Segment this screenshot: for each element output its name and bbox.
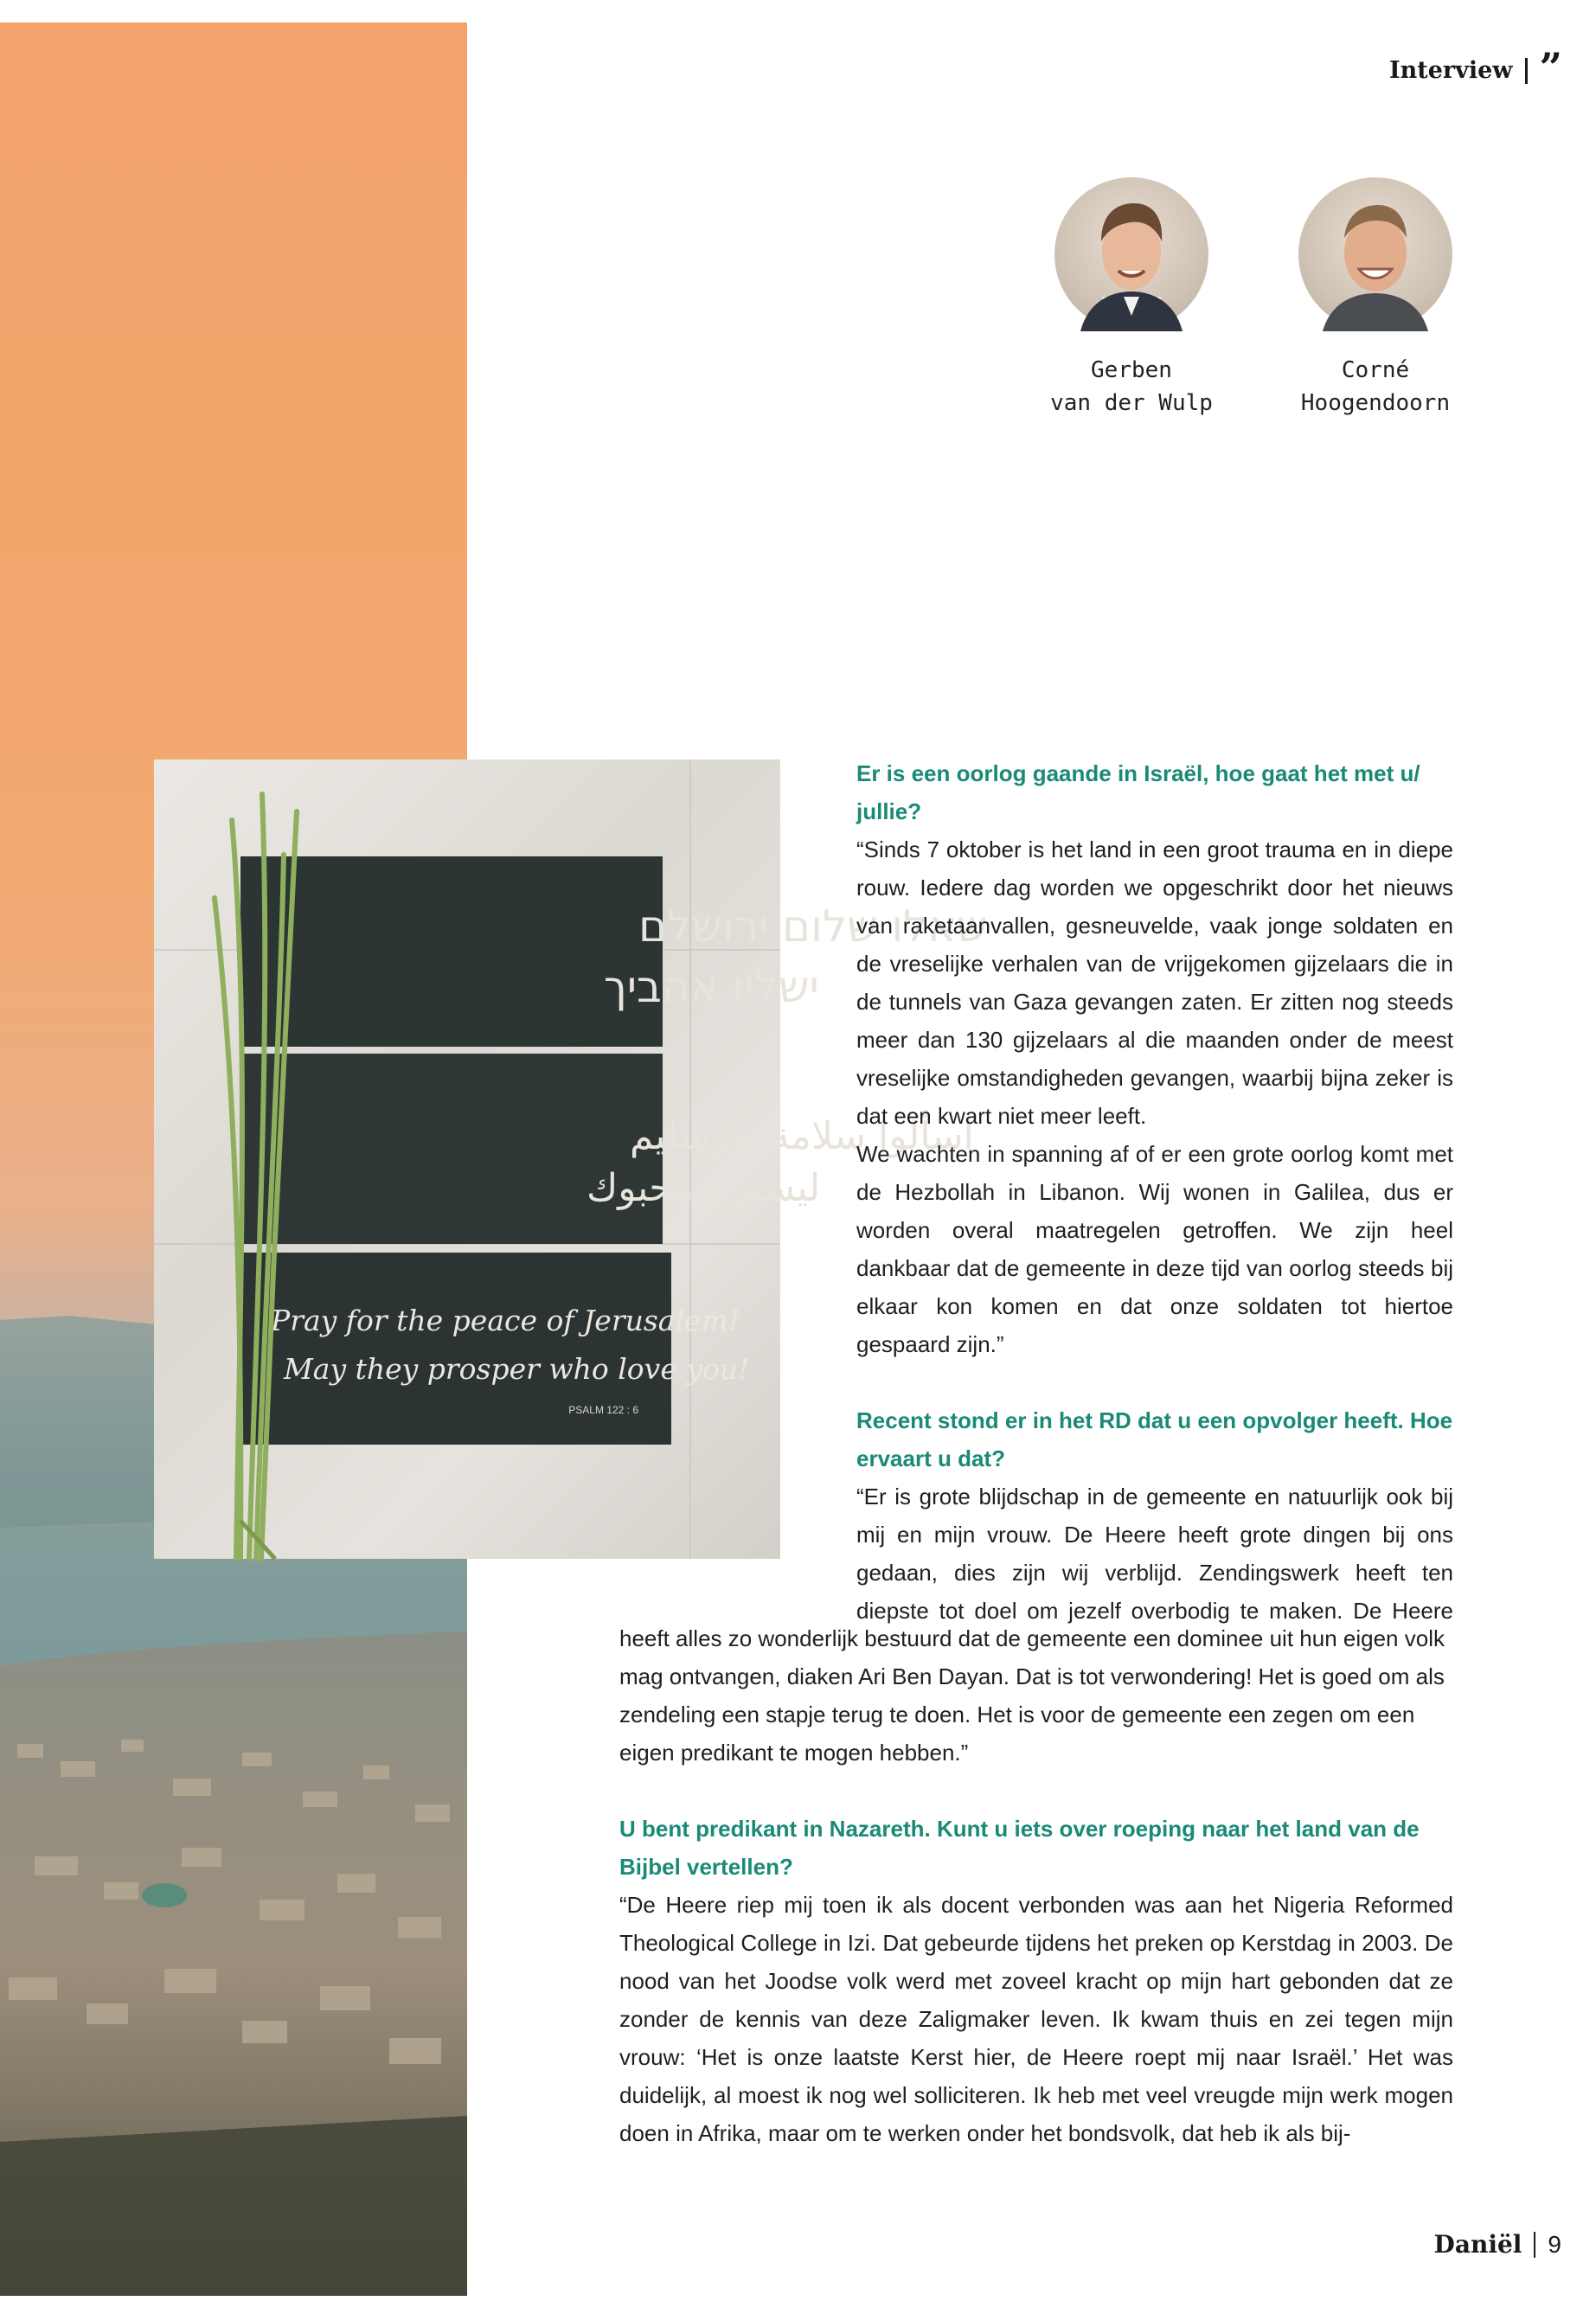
- plaque-arabic-1: اسألوا سلامة أورشليم: [630, 1114, 974, 1158]
- plaque-hebrew-2: ישליו אהביך: [604, 962, 819, 1012]
- answer-2-part-1: “Er is grote blijdschap in de gemeente en natuurlijk ook bij mij en mijn vrouw. De Heere heeft grote dingen bij ons gedaan, dies zijn wij verblijd. Zendingswerk heeft ten diepste tot doel om jezelf overbodig te maken. De Heere: [856, 1484, 1453, 1624]
- plaque-hebrew-1: שאלו שלום ירושלם: [638, 901, 988, 952]
- question-3: U bent predikant in Nazareth. Kunt u iets over roeping naar het land van de Bijbel vertellen?: [619, 1816, 1420, 1880]
- answer-1-paragraph-2: We wachten in spanning af of er een grote oorlog komt met de Hezbollah in Libanon. Wij wonen in Galilea, dus er worden overal maatregelen getroffen. We zijn heel dankbaar dat de gemeente in deze tijd van oorlog steeds bij elkaar kon komen en dat onze soldaten tot hiertoe gespaard zijn.”: [856, 1141, 1453, 1357]
- quote-icon: ”: [1539, 43, 1562, 91]
- person-name: Corné Hoogendoorn: [1300, 357, 1451, 416]
- plaque-english-2: May they prosper who love you!: [284, 1352, 750, 1386]
- header-divider: [1525, 58, 1528, 84]
- article-full-width: [619, 1619, 1453, 2152]
- plaque-arabic-2: ليسترح محبوك: [586, 1166, 821, 1210]
- answer-2-part-2: heeft alles zo wonderlijk bestuurd dat de gemeente een dominee uit hun eigen volk mag ontvangen, diaken Ari Ben Dayan. Dat is tot verwondering! Het is goed om als zendeling een stapje terug te doen. Het is voor de gemeente een zegen om een eigen predikant te mogen hebben.”: [619, 1625, 1445, 1766]
- magazine-name: Daniël: [1433, 2230, 1522, 2259]
- plaque-english-1: Pray for the peace of Jerusalem!: [271, 1304, 740, 1337]
- person-corne: [1272, 177, 1479, 420]
- person-name: Gerben van der Wulp: [1050, 357, 1213, 416]
- avatar: [1298, 177, 1452, 331]
- answer-3: “De Heere riep mij toen ik als docent verbonden was aan het Nigeria Reformed Theological College in Izi. Dat gebeurde tijdens het preken op Kerstdag in 2003. De nood van het Joodse volk werd met zoveel kracht op mijn hart gebonden dat ze zonder de kennis van deze Zaligmaker leven. Ik kwam thuis en zei tegen mijn vrouw: ‘Het is onze laatste Kerst hier, de Heere roept mij naar Israël.’ Het was duidelijk, al moest ik nog wel solliciteren. Ik heb met veel vreugde mijn werk mogen doen in Afrika, maar om te werken onder het bondsvolk, dat heb ik als bij-: [619, 1892, 1453, 2146]
- plaque-illustration: [154, 760, 988, 1559]
- article-column: [856, 754, 1453, 1630]
- answer-1-paragraph-1: “Sinds 7 oktober is het land in een groot trauma en in diepe rouw. Iedere dag worden we opgeschrikt door het nieuws van raketaanvallen, gesneuvelde, vaak jonge soldaten en de vreselijke verhalen van de vrijgekomen gijzelaars die in de tunnels van Gaza gevangen zaten. Er zitten nog steeds meer dan 130 gijzelaars al die maanden onder de meest vreselijke omstandigheden gevangen, waarbij bijna zeker is dat een kwart niet meer leeft.: [856, 836, 1453, 1129]
- plaque-photo: [154, 760, 988, 1559]
- page-number: 9: [1548, 2230, 1561, 2258]
- avatar: [1054, 177, 1208, 331]
- page-footer: [1434, 2230, 1561, 2259]
- footer-divider: [1534, 2232, 1535, 2258]
- plaque-reference: PSALM 122 : 6: [568, 1404, 638, 1416]
- person-gerben: [1028, 177, 1235, 420]
- section-header: [1389, 43, 1562, 91]
- section-title: Interview: [1389, 57, 1513, 84]
- question-1: Er is een oorlog gaande in Israël, hoe gaat het met u/ jullie?: [856, 760, 1420, 824]
- question-2: Recent stond er in het RD dat u een opvolger heeft. Hoe ervaart u dat?: [856, 1407, 1453, 1471]
